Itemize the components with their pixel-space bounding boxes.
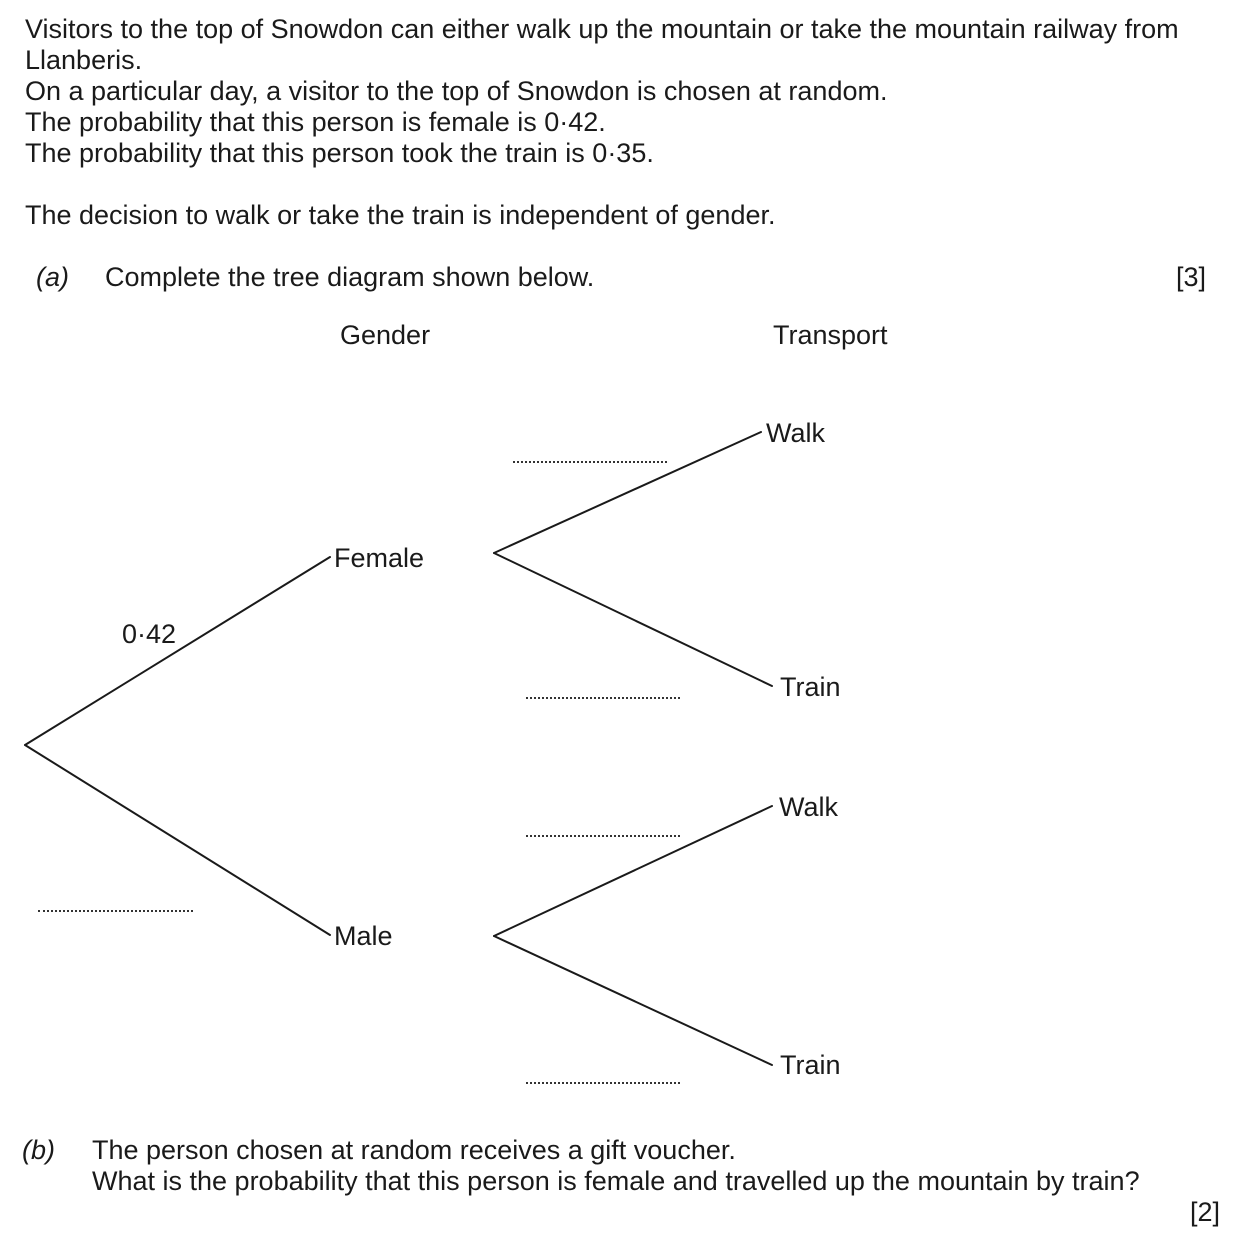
blank-female-walk[interactable] — [513, 461, 667, 463]
male-walk-label: Walk — [779, 792, 838, 822]
female-walk-label: Walk — [766, 418, 825, 448]
blank-male-train[interactable] — [526, 1082, 680, 1084]
female-train-label: Train — [780, 672, 841, 702]
transport-heading: Transport — [773, 320, 888, 350]
part-a-label: (a) — [36, 262, 69, 292]
gender-heading: Gender — [340, 320, 431, 350]
intro-line-5: The probability that this person took the train is 0·35. — [25, 138, 654, 168]
intro-line-3: On a particular day, a visitor to the top of Snowdon is chosen at random. — [25, 76, 888, 106]
part-b-line-2: What is the probability that this person is female and travelled up the mountain by train? — [92, 1166, 1140, 1196]
blank-male[interactable] — [38, 910, 193, 912]
part-a-marks: [3] — [1176, 262, 1207, 292]
branch-male-walk — [494, 806, 772, 936]
intro-line-2: Llanberis. — [25, 45, 143, 75]
p-female-label: 0·42 — [122, 619, 177, 649]
female-label: Female — [334, 543, 425, 573]
branch-female-train — [494, 553, 772, 686]
blank-male-walk[interactable] — [526, 835, 680, 837]
intro-line-4: The probability that this person is female is 0·42. — [25, 107, 606, 137]
intro-line-1: Visitors to the top of Snowdon can either walk up the mountain or take the mountain railway from — [25, 14, 1179, 44]
male-train-label: Train — [780, 1050, 841, 1080]
intro-line-6: The decision to walk or take the train is independent of gender. — [25, 200, 776, 230]
branch-root-male — [25, 745, 330, 935]
part-a-text: Complete the tree diagram shown below. — [105, 262, 595, 292]
male-label: Male — [334, 921, 393, 951]
part-b-line-1: The person chosen at random receives a gift voucher. — [92, 1135, 736, 1165]
branch-root-female — [25, 557, 330, 745]
branch-female-walk — [494, 432, 761, 553]
part-b-marks: [2] — [1190, 1197, 1221, 1227]
blank-female-train[interactable] — [526, 697, 680, 699]
part-b-label: (b) — [22, 1135, 55, 1165]
branch-male-train — [494, 936, 772, 1065]
